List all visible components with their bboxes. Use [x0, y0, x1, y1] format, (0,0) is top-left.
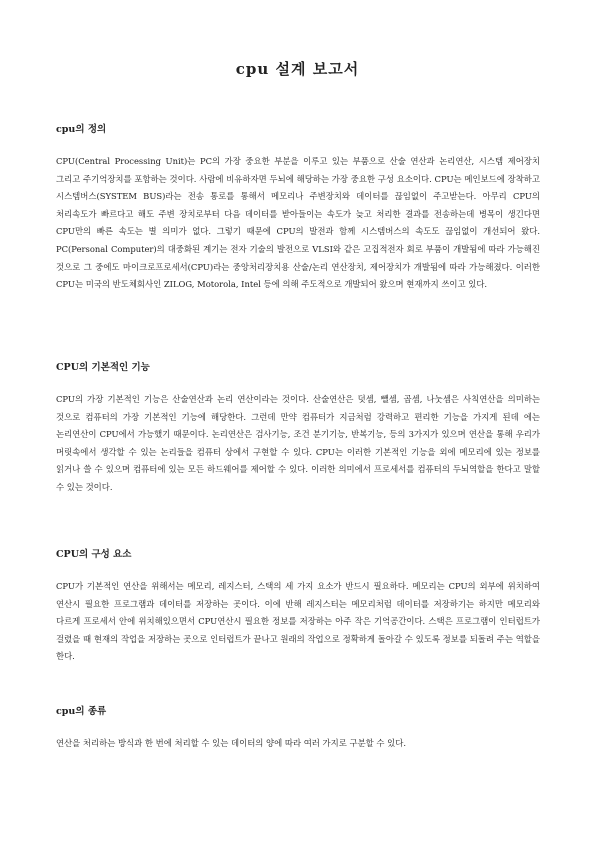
section-cpu-components: [56, 549, 540, 666]
section-body: 연산을 처리하는 방식과 한 번에 처리할 수 있는 데이터의 양에 따라 여러 가지로 구분할 수 있다.: [56, 738, 407, 748]
section-body: CPU가 기본적인 연산을 위해서는 메모리, 레지스터, 스택의 세 가지 요소가 반드시 필요하다. 메모리는 CPU의 외부에 위치하여 연산시 필요한 프로그램과 데이터를 저장하는 곳이다. 이에 반해 레지스터는 메모리처럼 데이터를 저장하기는 하지만 메모리와 다르게 프로세서 안에 위치해있으면서 CPU연산시 필요한 정보를 저장하는 아주 작은 기억공간이다. 스택은 프로그램이 인터럽트가 걸렸을 때 현재의 작업을 저장하는 곳으로 인터럽트가 끝나고 원래의 작업으로 정확하게 돌아갈 수 있도록 정보를 되돌려 주는 역할을 한다.: [56, 581, 540, 662]
document-title: cpu 설계 보고서: [235, 60, 360, 78]
section-heading: CPU의 기본적인 기능: [56, 362, 150, 373]
section-heading: cpu의 종류: [56, 706, 107, 717]
section-cpu-types: [56, 706, 540, 753]
section-cpu-definition: [56, 124, 540, 294]
section-body: CPU의 가장 기본적인 기능은 산술연산과 논리 연산이라는 것이다. 산술연산은 덧셈, 뺄셈, 곱셈, 나눗셈은 사칙연산을 의미하는 것으로 컴퓨터의 가장 기본적인 기능에 해당한다. 그런데 만약 컴퓨터가 지금처럼 강력하고 편리한 기능을 가지게 된데 에는 논리연산이 CPU에서 가능했기 때문이다. 논리연산은 검사기능, 조건 분기기능, 반복기능, 등의 3가지가 있으며 연산을 통해 우리가 머릿속에서 생각할 수 있는 논리들을 컴퓨터 상에서 구현할 수 있다. CPU는 이러한 기본적인 기능을 외에 메모리에 있는 정보를 읽거나 쓸 수 있으며 컴퓨터에 있는 모든 하드웨어를 제어할 수 있다. 이러한 의미에서 프로세서를 컴퓨터의 두뇌역할을 한다고 말할 수 있는 것이다.: [56, 394, 540, 492]
section-heading: CPU의 구성 요소: [56, 549, 132, 560]
section-body: CPU(Central Processing Unit)는 PC의 가장 중요한 부분을 이루고 있는 부품으로 산술 연산과 논리연산, 시스템 제어장치 그리고 주기억장치를 포함하는 것이다. 사람에 비유하자면 두뇌에 해당하는 가장 중요한 구성 요소이다. CPU는 메인보드에 장착하고 시스템버스(SYSTEM BUS)라는 전송 통로를 통해서 메모리나 주변장치와 데이터를 끊임없이 주고받는다. 아무리 CPU의 처리속도가 빠르다고 해도 주변 장치로부터 다음 데이터를 받아들이는 속도가 늦고 처리한 결과를 전송하는데 병목이 생긴다면 CPU만의 빠른 속도는 별 의미가 없다. 그렇기 때문에 CPU의 발전과 함께 시스템버스의 속도도 끊임없이 개선되어 왔다. PC(Personal Computer)의 대중화된 계기는 전자 기술의 발전으로 VLSI와 같은 고집적전자 회로 부품이 개발됨에 따라 가능해진 것으로 그 중에도 마이크로프로세서(CPU)라는 중앙처리장치용 산술/논리 연산장치, 제어장치가 개발됨에 따라 가능해졌다. 이러한 CPU는 미국의 반도체회사인 ZILOG, Motorola, Intel 등에 의해 주도적으로 개발되어 왔으며 현재까지 쓰이고 있다.: [56, 156, 540, 290]
section-heading: cpu의 정의: [56, 124, 107, 135]
section-cpu-basic-functions: [56, 362, 540, 497]
